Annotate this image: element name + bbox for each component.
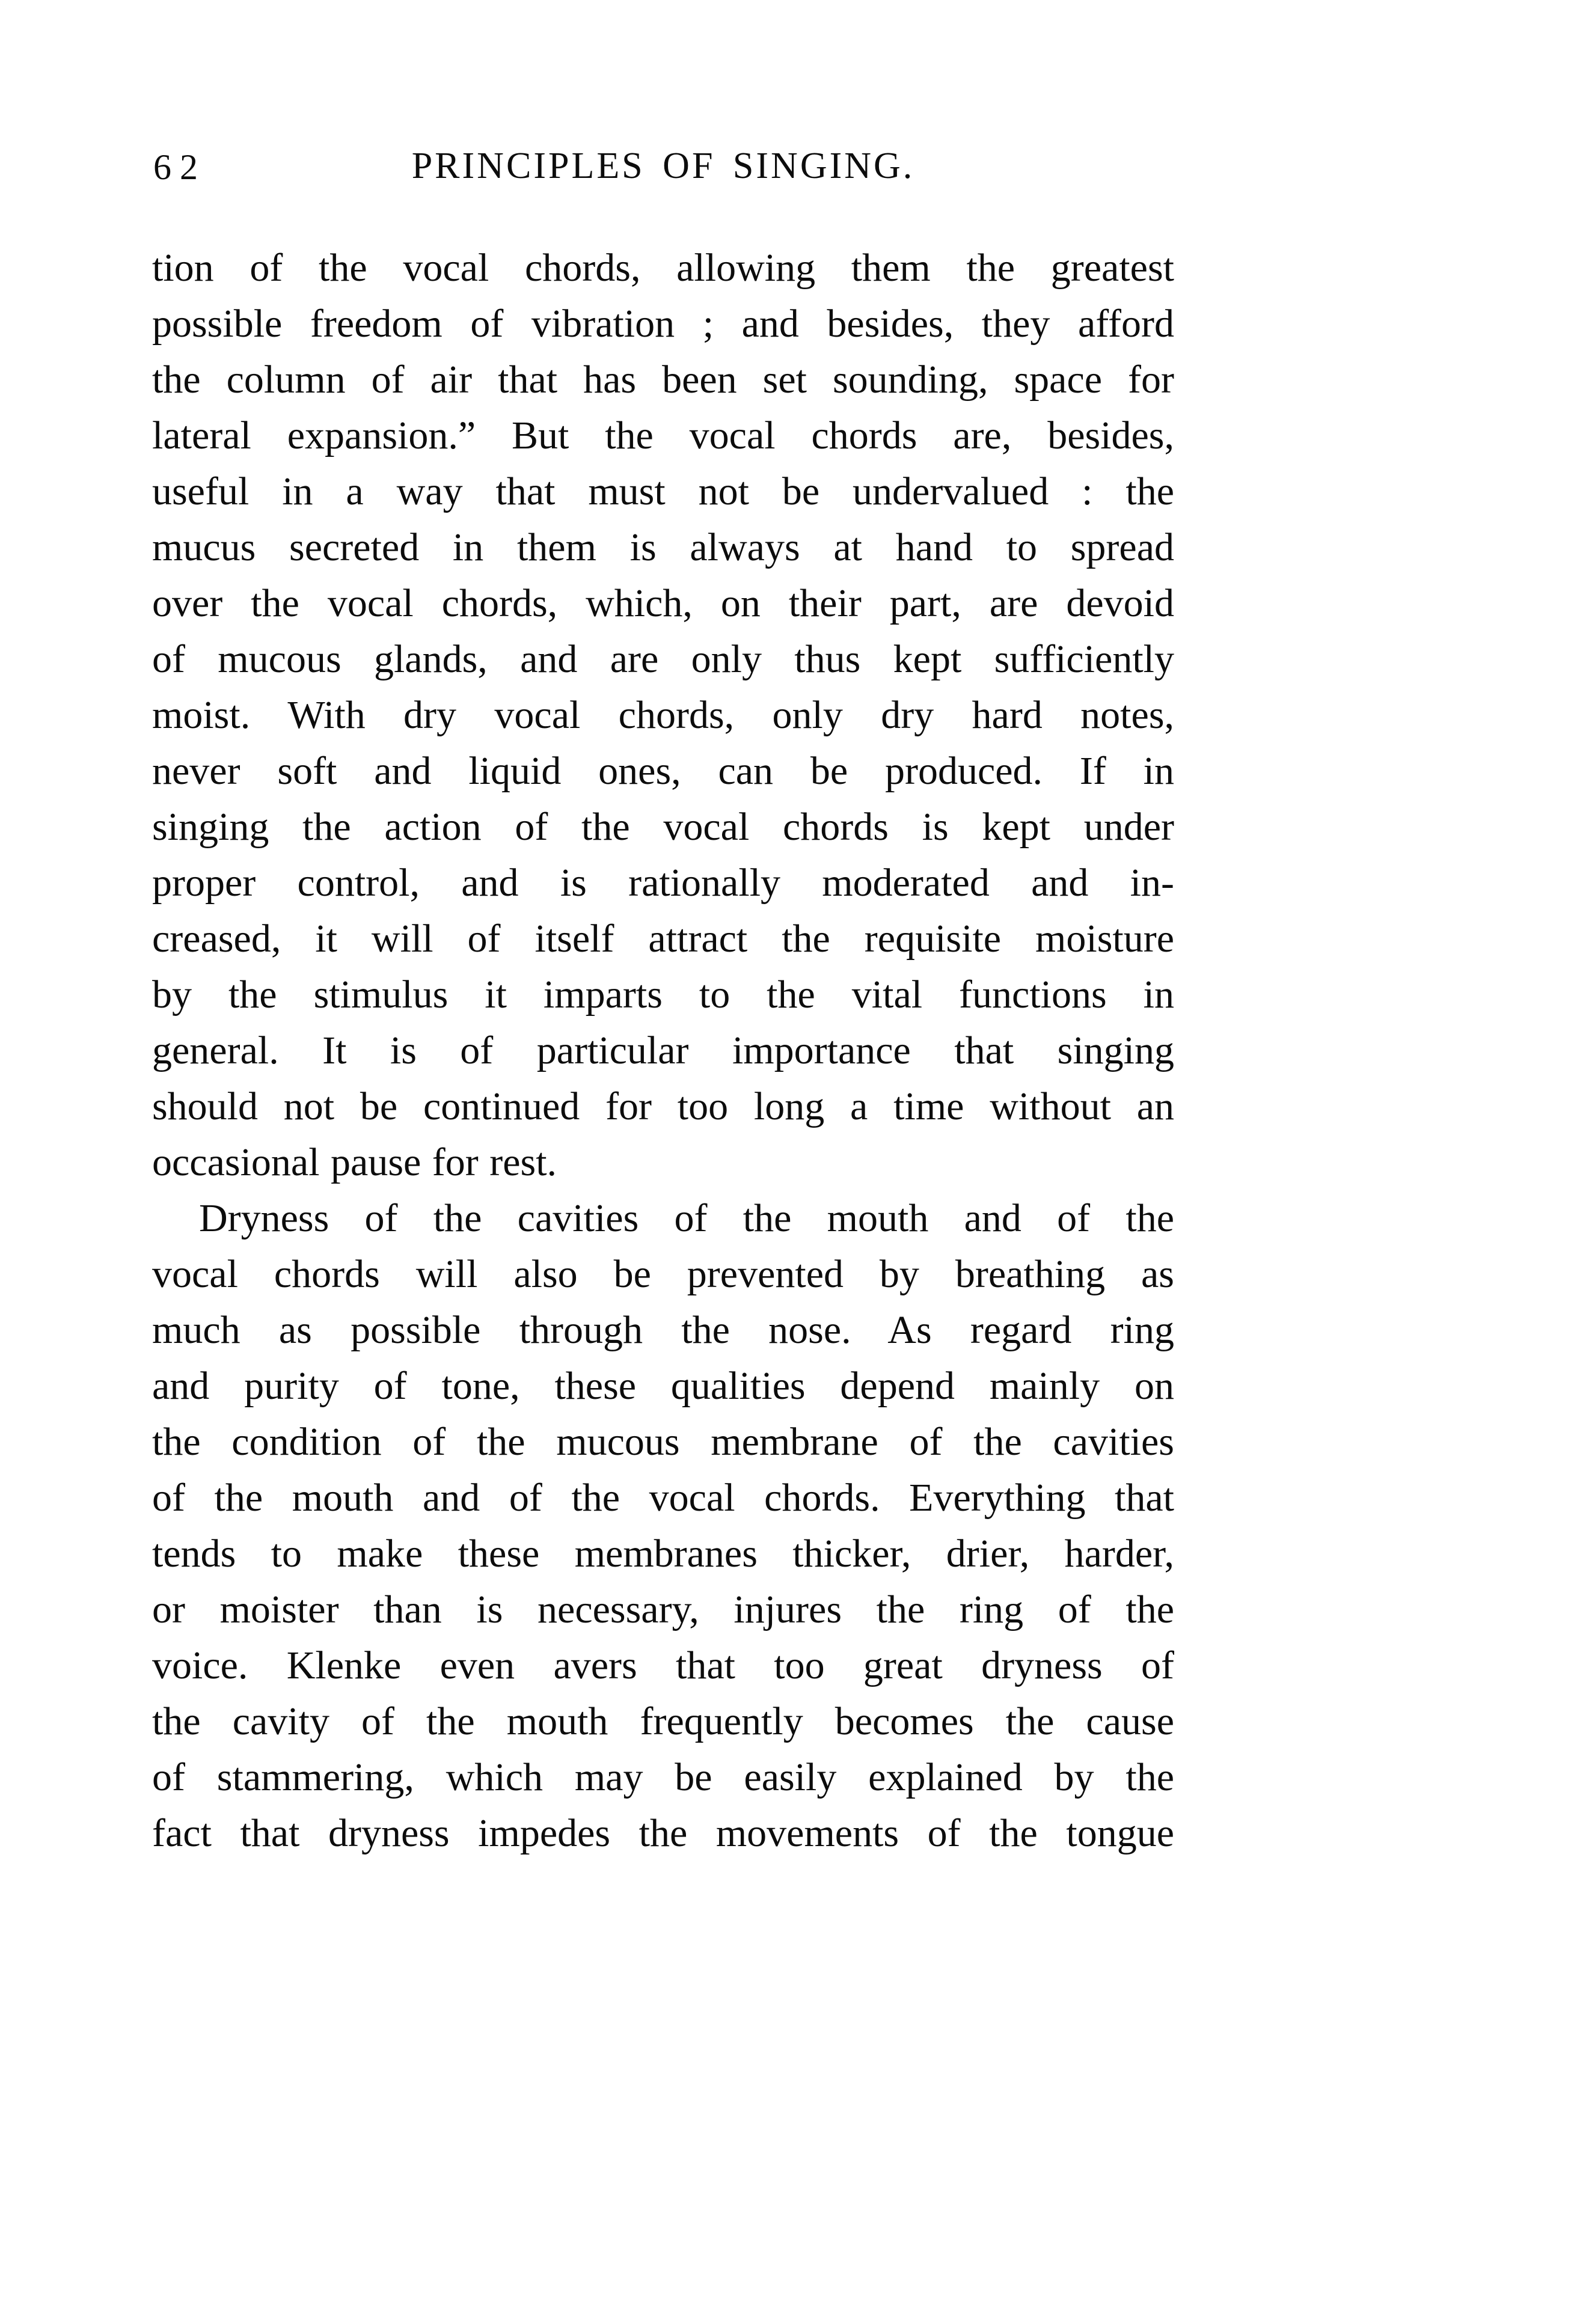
text-line: much as possible through the nose. As regard ring — [152, 1308, 1174, 1352]
running-header: PRINCIPLES OF SINGING. — [411, 145, 915, 186]
text-line: tion of the vocal chords, allowing them the greatest — [152, 246, 1174, 290]
text-line: mucus secreted in them is always at hand to spread — [152, 525, 1174, 569]
text-line: useful in a way that must not be undervalued : the — [152, 469, 1174, 513]
text-line: proper control, and is rationally moderated and in- — [152, 861, 1174, 905]
text-line: of the mouth and of the vocal chords. Everything that — [152, 1476, 1174, 1520]
text-line: lateral expansion.” But the vocal chords are, besides, — [152, 414, 1174, 457]
page-header — [152, 144, 1174, 192]
body-text — [152, 240, 1174, 1861]
text-line: over the vocal chords, which, on their part, are devoid — [152, 581, 1174, 625]
text-line: fact that dryness impedes the movements of the tongue — [152, 1811, 1174, 1855]
text-line: voice. Klenke even avers that too great dryness of — [152, 1644, 1174, 1687]
text-line: tends to make these membranes thicker, drier, harder, — [152, 1532, 1174, 1576]
text-line: Dryness of the cavities of the mouth and of the — [199, 1196, 1174, 1240]
text-line: never soft and liquid ones, can be produced. If in — [152, 749, 1174, 793]
text-line: possible freedom of vibration ; and besides, they afford — [152, 302, 1174, 346]
text-line: general. It is of particular importance that singing — [152, 1029, 1174, 1072]
text-line: vocal chords will also be prevented by breathing as — [152, 1252, 1174, 1296]
text-line: the column of air that has been set sounding, space for — [152, 358, 1174, 402]
text-line: the cavity of the mouth frequently becomes the cause — [152, 1699, 1174, 1743]
text-line: occasional pause for rest. — [152, 1140, 557, 1184]
text-line: by the stimulus it imparts to the vital functions in — [152, 973, 1174, 1017]
text-line: moist. With dry vocal chords, only dry hard notes, — [152, 693, 1174, 737]
text-line: of mucous glands, and are only thus kept sufficiently — [152, 637, 1174, 681]
text-line: the condition of the mucous membrane of the cavities — [152, 1420, 1174, 1464]
text-line: or moister than is necessary, injures the ring of the — [152, 1588, 1174, 1631]
text-line: and purity of tone, these qualities depend mainly on — [152, 1364, 1174, 1408]
text-line: singing the action of the vocal chords is kept under — [152, 805, 1174, 849]
text-line: of stammering, which may be easily explained by the — [152, 1755, 1174, 1799]
text-line: creased, it will of itself attract the requisite moisture — [152, 917, 1174, 961]
text-line: should not be continued for too long a time without an — [152, 1084, 1174, 1128]
page-number: 62 — [153, 147, 206, 187]
